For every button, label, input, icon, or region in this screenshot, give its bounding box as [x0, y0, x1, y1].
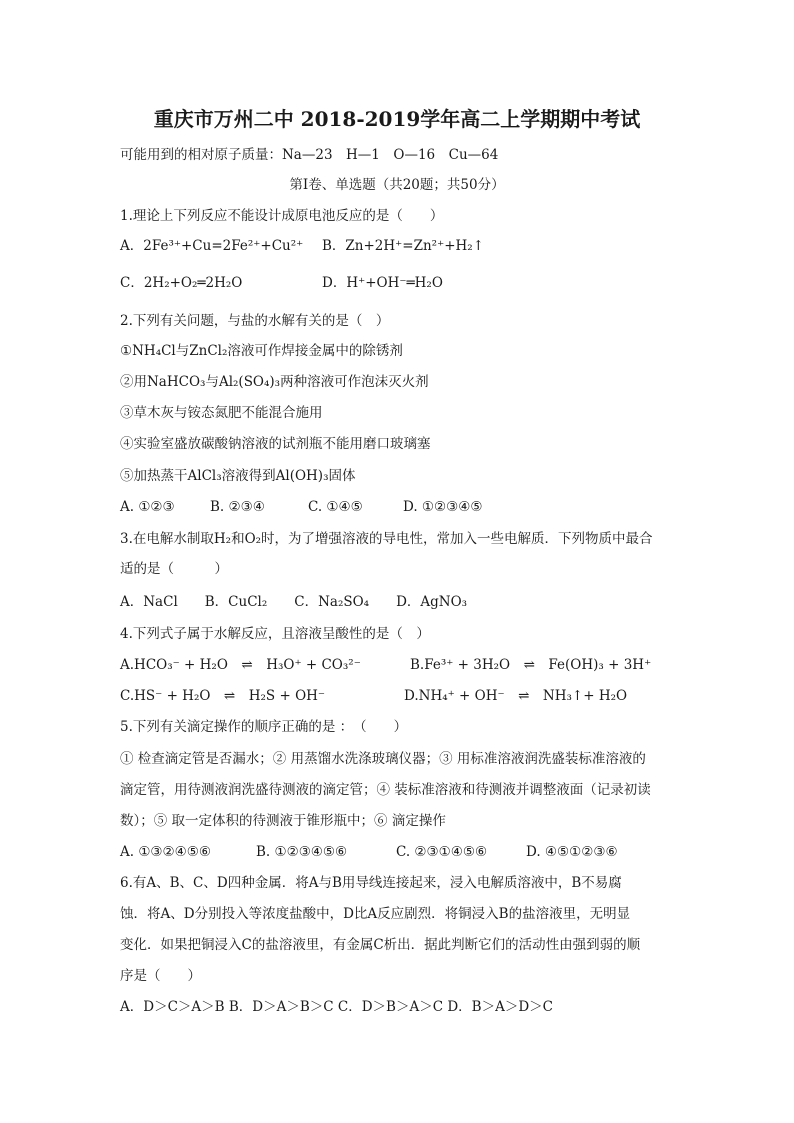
q5-body-line-2: 滴定管，用待测液润洗盛待测液的滴定管；④ 装标准溶液和待测液并调整液面（记录初读 [120, 782, 651, 798]
q6-options: A．D＞C＞A＞B B．D＞A＞B＞C C．D＞B＞A＞C D．B＞A＞D＞C [120, 999, 553, 1015]
q5-body-line-3: 数）；⑤ 取一定体积的待测液于锥形瓶中；⑥ 滴定操作 [120, 813, 446, 829]
q4-option-b: B.Fe³⁺ + 3H₂O ⇌ Fe(OH)₃ + 3H⁺ [410, 657, 652, 673]
q5-option-c: C. ②③①④⑤⑥ [396, 844, 488, 860]
q5-option-d: D. ④⑤①②③⑥ [526, 844, 618, 860]
q5-stem: 5.下列有关滴定操作的顺序正确的是 ： （ ） [120, 719, 408, 735]
q3-stem-line-1: 3.在电解水制取H₂和O₂时，为了增强溶液的导电性，常加入一些电解质．下列物质中最合 [120, 531, 653, 547]
exam-title: 重庆市万州二中 2018-2019学年高二上学期期中考试 [153, 107, 641, 131]
q2-option-a: A. ①②③ [120, 499, 175, 515]
q2-option-b: B. ②③④ [210, 499, 265, 515]
q6-stem-line-4: 序是（ ） [120, 968, 201, 984]
q4-option-c: C.HS⁻ + H₂O ⇌ H₂S + OH⁻ [120, 688, 326, 704]
section-heading: 第Ⅰ卷、单选题（共20题；共50分） [289, 177, 505, 193]
q6-stem-line-3: 变化．如果把铜浸入C的盐溶液里，有金属C析出．据此判断它们的活动性由强到弱的顺 [120, 937, 641, 953]
q3-stem-line-2: 适的是（ ） [120, 561, 228, 577]
q2-item-4: ④实验室盛放碳酸钠溶液的试剂瓶不能用磨口玻璃塞 [120, 436, 431, 452]
q2-option-c: C. ①④⑤ [308, 499, 363, 515]
q3-options: A．NaCl B．CuCl₂ C．Na₂SO₄ D．AgNO₃ [120, 594, 468, 610]
q4-stem: 4.下列式子属于水解反应，且溶液呈酸性的是（ ） [120, 626, 430, 642]
q1-stem: 1.理论上下列反应不能设计成原电池反应的是（ ） [120, 208, 444, 224]
q2-item-1: ①NH₄Cl与ZnCl₂溶液可作焊接金属中的除锈剂 [120, 343, 403, 359]
q2-item-2: ②用NaHCO₃与Al₂(SO₄)₃两种溶液可作泡沫灭火剂 [120, 374, 429, 390]
q2-item-3: ③草木灰与铵态氮肥不能混合施用 [120, 405, 323, 421]
q1-option-d: D．H⁺+OH⁻═H₂O [322, 275, 443, 291]
q2-option-d: D. ①②③④⑤ [403, 499, 483, 515]
q6-stem-line-2: 蚀．将A、D分别投入等浓度盐酸中，D比A反应剧烈．将铜浸入B的盐溶液里，无明显 [120, 906, 631, 922]
q2-item-5: ⑤加热蒸干AlCl₃溶液得到Al(OH)₃固体 [120, 468, 356, 484]
q4-option-d: D.NH₄⁺ + OH⁻ ⇌ NH₃↑+ H₂O [404, 688, 628, 704]
atomic-masses-note: 可能用到的相对原子质量：Na—23 H—1 O—16 Cu—64 [120, 147, 499, 163]
q1-option-c: C．2H₂+O₂═2H₂O [120, 275, 243, 291]
q2-stem: 2.下列有关问题，与盐的水解有关的是（ ） [120, 313, 390, 329]
q6-stem-line-1: 6.有A、B、C、D四种金属．将A与B用导线连接起来，浸入电解质溶液中，B不易腐 [120, 875, 622, 891]
q1-option-a: A．2Fe³⁺+Cu=2Fe²⁺+Cu²⁺ [120, 238, 304, 254]
q5-option-a: A. ①③②④⑤⑥ [120, 844, 211, 860]
q5-option-b: B. ①②③④⑤⑥ [256, 844, 348, 860]
q1-option-b: B．Zn+2H⁺=Zn²⁺+H₂↑ [322, 238, 485, 254]
q4-option-a: A.HCO₃⁻ + H₂O ⇌ H₃O⁺ + CO₃²⁻ [120, 657, 361, 673]
q5-body-line-1: ① 检查滴定管是否漏水；② 用蒸馏水洗涤玻璃仪器；③ 用标准溶液润洗盛装标准溶液的 [120, 751, 646, 767]
